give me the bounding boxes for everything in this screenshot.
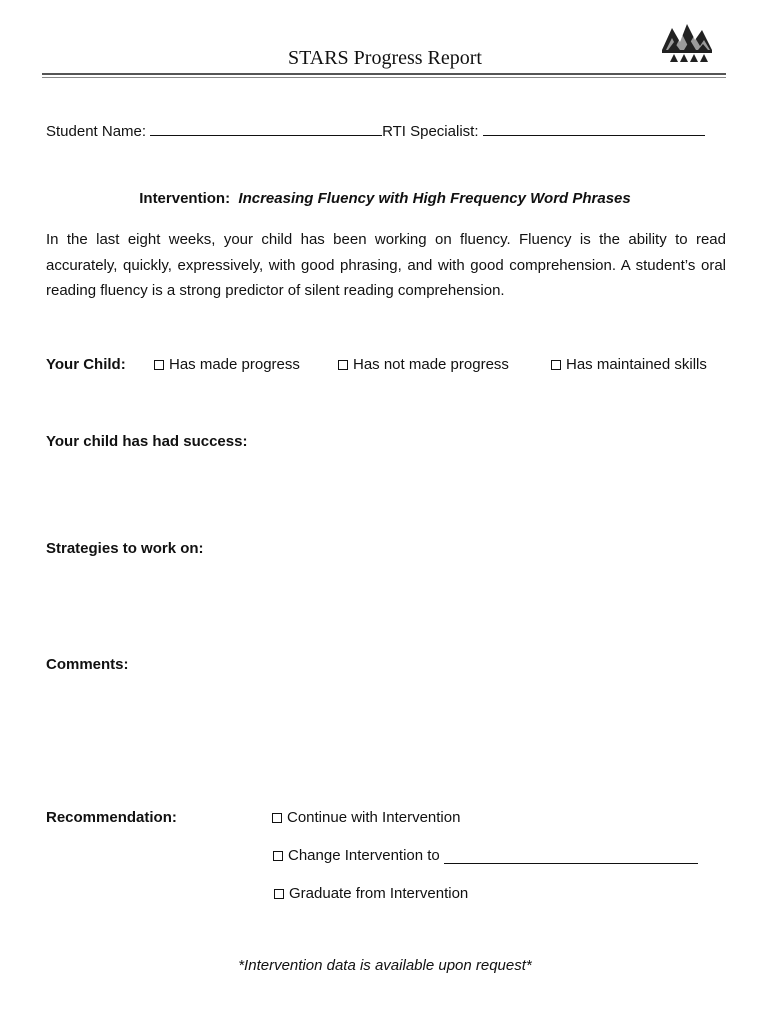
checkbox[interactable]	[272, 813, 282, 823]
option-continue-intervention[interactable]	[272, 809, 460, 826]
footer-note: *Intervention data is available upon request*	[238, 957, 532, 974]
checkbox[interactable]	[338, 360, 348, 370]
option-made-progress[interactable]	[154, 356, 300, 373]
option-label: Has not made progress	[353, 356, 509, 373]
option-not-made-progress[interactable]	[338, 356, 509, 373]
option-change-intervention[interactable]	[273, 847, 698, 864]
mountains-logo-icon	[660, 20, 714, 64]
change-intervention-field[interactable]	[444, 848, 698, 864]
rti-specialist-field[interactable]	[483, 120, 705, 136]
checkbox[interactable]	[274, 889, 284, 899]
option-label: Has made progress	[169, 356, 300, 373]
option-label: Continue with Intervention	[287, 809, 461, 826]
success-heading: Your child has had success:	[46, 433, 248, 450]
option-graduate-intervention[interactable]	[274, 885, 468, 902]
recommendation-label: Recommendation:	[46, 809, 177, 826]
fluency-description: In the last eight weeks, your child has been working on fluency. Fluency is the ability to read accurately, quickly, expressively, with good phrasing, and with good comprehension. A student’s oral reading fluency is a strong predictor of silent reading comprehension.	[46, 231, 726, 299]
intervention-name: Increasing Fluency with High Frequency Word Phrases	[238, 190, 631, 207]
page-title: STARS Progress Report	[288, 47, 482, 69]
option-label: Has maintained skills	[566, 356, 707, 373]
strategies-heading: Strategies to work on:	[46, 540, 204, 557]
intervention-heading	[0, 190, 770, 207]
intervention-label: Intervention:	[139, 190, 231, 207]
your-child-label: Your Child:	[46, 356, 126, 373]
option-label: Change Intervention to	[288, 847, 440, 864]
rti-specialist-label: RTI Specialist:	[382, 123, 479, 140]
checkbox[interactable]	[273, 851, 283, 861]
student-name-label: Student Name:	[46, 123, 147, 140]
student-name-row	[46, 120, 705, 140]
comments-heading: Comments:	[46, 656, 129, 673]
option-label: Graduate from Intervention	[289, 885, 469, 902]
header-rule-thin	[42, 77, 726, 78]
checkbox[interactable]	[551, 360, 561, 370]
option-maintained-skills[interactable]	[551, 356, 707, 373]
checkbox[interactable]	[154, 360, 164, 370]
header-rule	[42, 73, 726, 75]
student-name-field[interactable]	[150, 120, 382, 136]
